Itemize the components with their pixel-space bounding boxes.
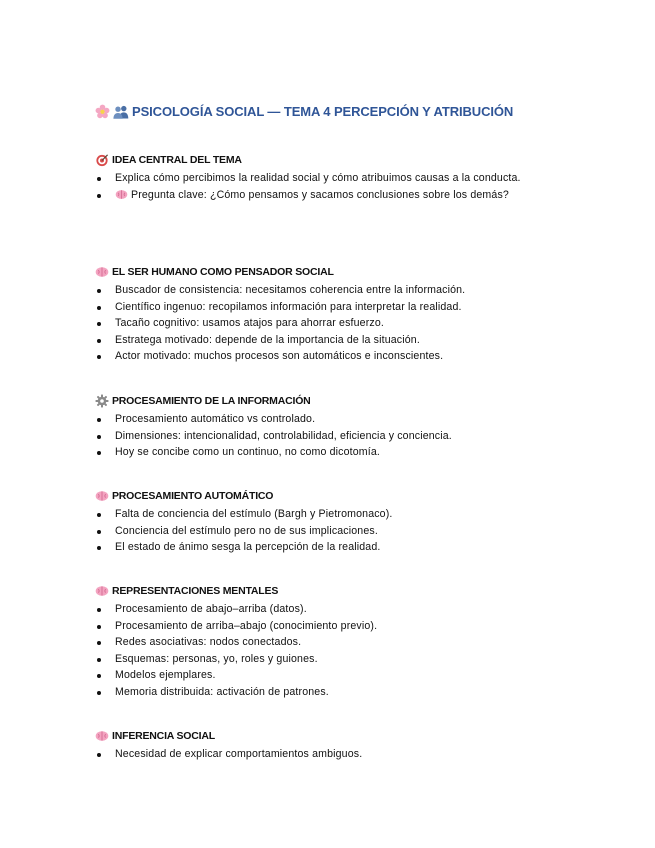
section-heading: [95, 488, 545, 504]
section-procesamiento-informacion: [95, 393, 545, 461]
flower-icon: [95, 104, 110, 119]
section-heading: [95, 152, 545, 168]
section-heading-text: REPRESENTACIONES MENTALES: [112, 585, 279, 597]
list-item: Conciencia del estímulo pero no de sus implicaciones.: [95, 523, 545, 540]
brain-icon: [95, 730, 109, 742]
bullet-list: [95, 411, 545, 461]
list-item: Falta de conciencia del estímulo (Bargh y Pietromonaco).: [95, 506, 545, 523]
section-heading-text: INFERENCIA SOCIAL: [112, 730, 215, 742]
brain-icon: [95, 490, 109, 502]
bullet-list: [95, 746, 545, 763]
list-item: Redes asociativas: nodos conectados.: [95, 634, 545, 651]
people-icon: [113, 105, 129, 119]
section-heading-text: PROCESAMIENTO DE LA INFORMACIÓN: [112, 395, 311, 407]
bullet-list: [95, 170, 545, 205]
section-heading-text: IDEA CENTRAL DEL TEMA: [112, 154, 242, 166]
section-heading: [95, 728, 545, 744]
bullet-list: [95, 506, 545, 556]
list-item: Pregunta clave: ¿Cómo pensamos y sacamos conclusiones sobre los demás?: [95, 187, 545, 206]
section-representaciones-mentales: [95, 583, 545, 701]
section-idea-central: [95, 152, 545, 205]
bullet-list: [95, 601, 545, 701]
brain-icon: [115, 189, 128, 206]
list-item: Procesamiento automático vs controlado.: [95, 411, 545, 428]
list-item: Dimensiones: intencionalidad, controlabilidad, eficiencia y conciencia.: [95, 428, 545, 445]
list-item: Hoy se concibe como un continuo, no como dicotomía.: [95, 444, 545, 461]
list-item: Buscador de consistencia: necesitamos coherencia entre la información.: [95, 282, 545, 299]
section-heading: [95, 583, 545, 599]
section-heading: [95, 393, 545, 409]
list-item: Procesamiento de arriba–abajo (conocimiento previo).: [95, 618, 545, 635]
section-procesamiento-automatico: [95, 488, 545, 556]
section-pensador-social: [95, 264, 545, 365]
brain-icon: [95, 585, 109, 597]
list-item: Explica cómo percibimos la realidad social y cómo atribuimos causas a la conducta.: [95, 170, 545, 187]
list-item: Científico ingenuo: recopilamos información para interpretar la realidad.: [95, 299, 545, 316]
target-icon: [95, 153, 109, 167]
brain-icon: [95, 266, 109, 278]
list-item: Tacaño cognitivo: usamos atajos para ahorrar esfuerzo.: [95, 315, 545, 332]
section-heading: [95, 264, 545, 280]
list-item: El estado de ánimo sesga la percepción de la realidad.: [95, 539, 545, 556]
list-item: Actor motivado: muchos procesos son automáticos e inconscientes.: [95, 348, 545, 365]
list-item: Esquemas: personas, yo, roles y guiones.: [95, 651, 545, 668]
document-title-row: [95, 104, 513, 119]
section-heading-text: PROCESAMIENTO AUTOMÁTICO: [112, 490, 274, 502]
gear-icon: [95, 394, 109, 408]
list-item: Necesidad de explicar comportamientos ambiguos.: [95, 746, 545, 763]
list-item: Modelos ejemplares.: [95, 667, 545, 684]
section-heading-text: EL SER HUMANO COMO PENSADOR SOCIAL: [112, 266, 334, 278]
list-item: Memoria distribuida: activación de patrones.: [95, 684, 545, 701]
bullet-list: [95, 282, 545, 365]
list-item: Estratega motivado: depende de la importancia de la situación.: [95, 332, 545, 349]
section-inferencia-social: [95, 728, 545, 763]
list-item: Procesamiento de abajo–arriba (datos).: [95, 601, 545, 618]
document-title: PSICOLOGÍA SOCIAL — TEMA 4 PERCEPCIÓN Y ATRIBUCIÓN: [132, 104, 514, 119]
